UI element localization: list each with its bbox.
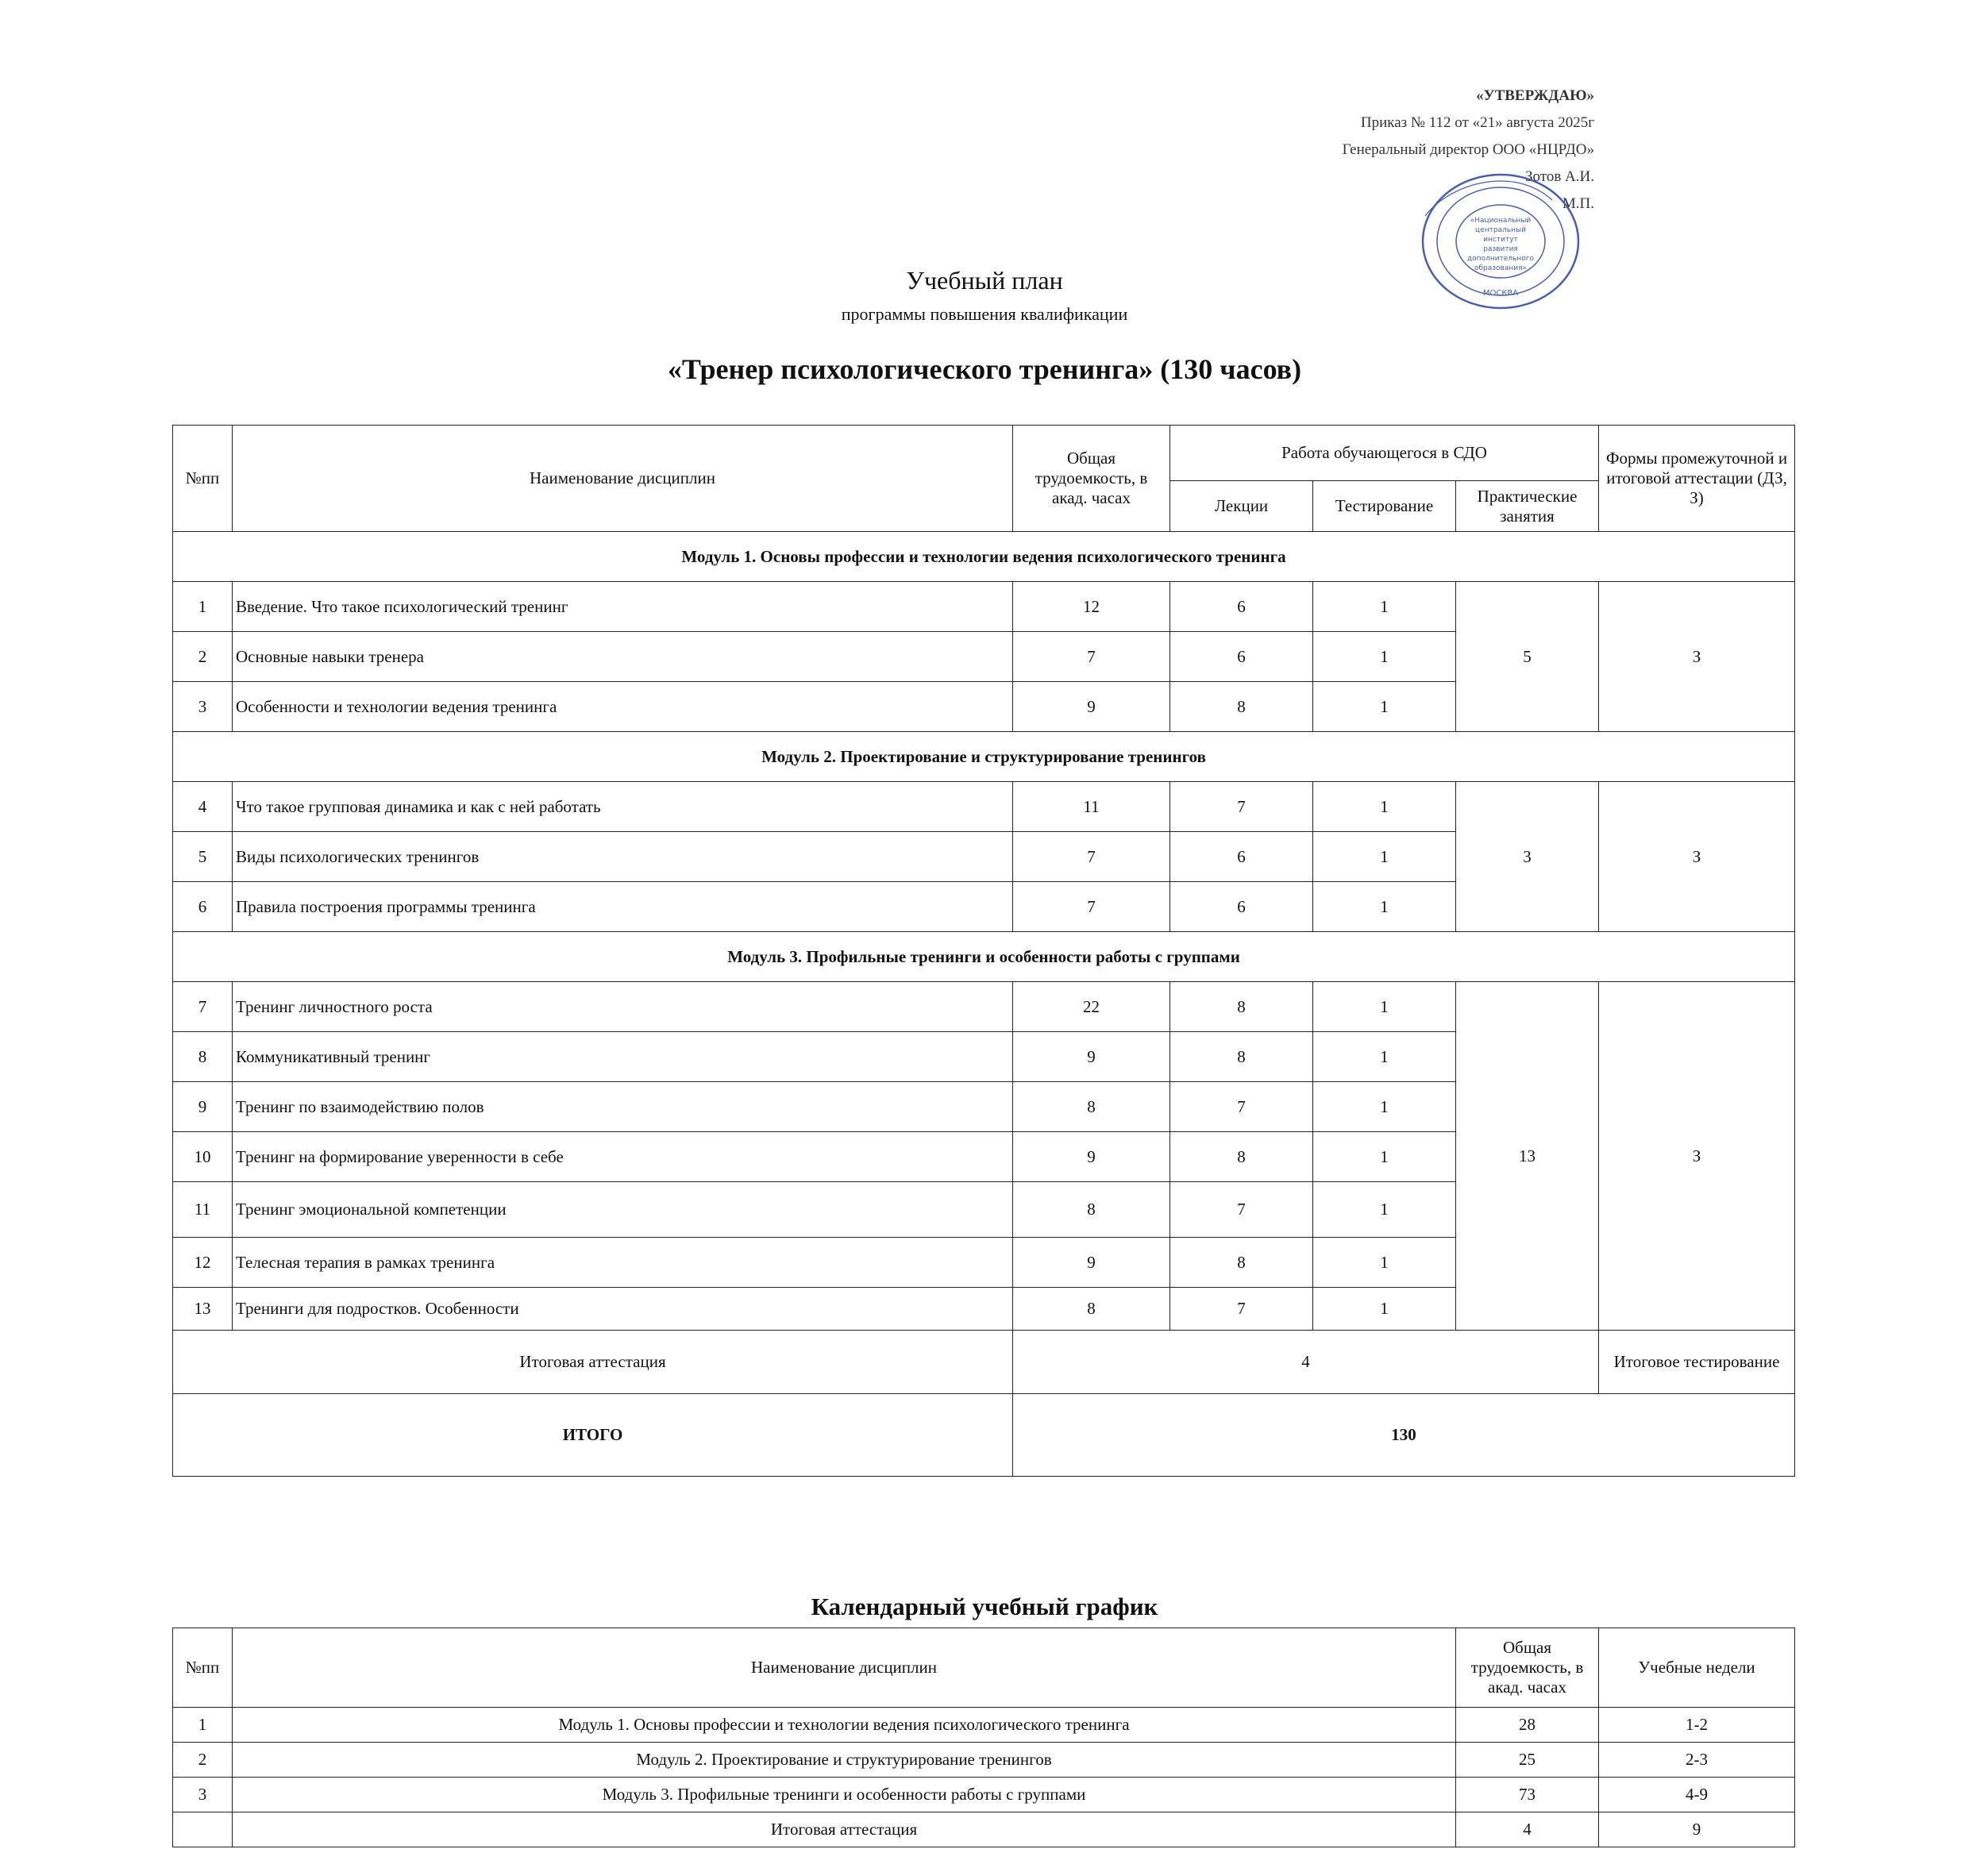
row-num: 8 (173, 1032, 233, 1082)
row-tests: 1 (1313, 882, 1456, 932)
module-title: Модуль 3. Профильные тренинги и особенности работы с группами (173, 932, 1795, 982)
row-num: 13 (173, 1288, 233, 1331)
total-hours: 130 (1013, 1394, 1795, 1477)
svg-text:центральный: центральный (1475, 226, 1526, 234)
header-lectures: Лекции (1170, 481, 1313, 532)
row-tests: 1 (1313, 1032, 1456, 1082)
header-practice: Практические занятия (1456, 481, 1599, 532)
row-name: Виды психологических тренингов (233, 832, 1013, 882)
table-row (173, 1812, 1795, 1847)
row-total: 12 (1013, 582, 1170, 632)
row-num: 7 (173, 982, 233, 1032)
row-lectures: 6 (1170, 582, 1313, 632)
row-lectures: 8 (1170, 1132, 1313, 1182)
module-practice: 5 (1456, 582, 1599, 732)
module-practice: 3 (1456, 782, 1599, 932)
cal-row-weeks: 2-3 (1599, 1743, 1795, 1778)
table-row (173, 1708, 1795, 1743)
row-total: 7 (1013, 882, 1170, 932)
row-name: Основные навыки тренера (233, 632, 1013, 682)
header-name: Наименование дисциплин (233, 426, 1013, 532)
row-lectures: 7 (1170, 1288, 1313, 1331)
row-lectures: 6 (1170, 882, 1313, 932)
row-tests: 1 (1313, 582, 1456, 632)
svg-text:образования»: образования» (1474, 264, 1528, 272)
table-row (173, 1743, 1795, 1778)
header-work: Работа обучающегося в СДО (1170, 426, 1599, 481)
row-tests: 1 (1313, 982, 1456, 1032)
cal-row-name: Модуль 1. Основы профессии и технологии ведения психологического тренинга (233, 1708, 1456, 1743)
cal-row-num: 3 (173, 1778, 233, 1812)
calendar-table (172, 1628, 1795, 1847)
row-total: 9 (1013, 682, 1170, 732)
row-num: 1 (173, 582, 233, 632)
total-label: ИТОГО (173, 1394, 1013, 1477)
row-total: 9 (1013, 1238, 1170, 1288)
header-num: №пп (173, 426, 233, 532)
row-num: 4 (173, 782, 233, 832)
program-title: «Тренер психологического тренинга» (130 часов) (667, 353, 1302, 385)
approval-name: Зотов А.И. (1525, 168, 1594, 185)
row-total: 9 (1013, 1032, 1170, 1082)
row-total: 7 (1013, 832, 1170, 882)
cal-row-num: 1 (173, 1708, 233, 1743)
table-row (173, 782, 1795, 832)
row-name: Что такое групповая динамика и как с ней работать (233, 782, 1013, 832)
row-lectures: 8 (1170, 1032, 1313, 1082)
row-lectures: 6 (1170, 832, 1313, 882)
svg-text:«Национальный: «Национальный (1470, 217, 1532, 225)
row-lectures: 7 (1170, 1182, 1313, 1238)
cal-row-total: 73 (1456, 1778, 1599, 1812)
cal-row-total: 4 (1456, 1812, 1599, 1847)
row-total: 9 (1013, 1132, 1170, 1182)
header-tests: Тестирование (1313, 481, 1456, 532)
cal-row-name: Модуль 3. Профильные тренинги и особенности работы с группами (233, 1778, 1456, 1812)
row-lectures: 7 (1170, 1082, 1313, 1132)
cal-header-name: Наименование дисциплин (233, 1628, 1456, 1708)
row-total: 11 (1013, 782, 1170, 832)
row-num: 9 (173, 1082, 233, 1132)
approval-seal-mark: М.П. (1562, 195, 1594, 212)
svg-text:дополнительного: дополнительного (1466, 255, 1535, 263)
cal-header-total: Общая трудоемкость, в акад. часах (1456, 1628, 1599, 1708)
row-name: Правила построения программы тренинга (233, 882, 1013, 932)
row-num: 10 (173, 1132, 233, 1182)
module-form: З (1599, 982, 1795, 1331)
svg-text:развития: развития (1483, 245, 1518, 253)
row-num: 5 (173, 832, 233, 882)
row-name: Тренинги для подростков. Особенности (233, 1288, 1013, 1331)
row-lectures: 8 (1170, 1238, 1313, 1288)
row-name: Особенности и технологии ведения тренинга (233, 682, 1013, 732)
module-title: Модуль 1. Основы профессии и технологии ведения психологического тренинга (173, 532, 1795, 582)
module-title: Модуль 2. Проектирование и структурирование тренингов (173, 732, 1795, 782)
cal-row-weeks: 4-9 (1599, 1778, 1795, 1812)
cal-row-total: 28 (1456, 1708, 1599, 1743)
row-tests: 1 (1313, 1182, 1456, 1238)
table-row (173, 1778, 1795, 1812)
table-row (173, 982, 1795, 1032)
row-lectures: 7 (1170, 782, 1313, 832)
svg-text:МОСКВА: МОСКВА (1482, 289, 1519, 298)
row-total: 8 (1013, 1182, 1170, 1238)
row-tests: 1 (1313, 632, 1456, 682)
page-title: Учебный план (906, 266, 1063, 295)
row-tests: 1 (1313, 832, 1456, 882)
row-tests: 1 (1313, 1238, 1456, 1288)
approval-order: Приказ № 112 от «21» августа 2025г (1360, 114, 1594, 131)
row-num: 2 (173, 632, 233, 682)
row-name: Телесная терапия в рамках тренинга (233, 1238, 1013, 1288)
row-tests: 1 (1313, 1132, 1456, 1182)
table-row (173, 582, 1795, 632)
row-total: 7 (1013, 632, 1170, 682)
final-label: Итоговая аттестация (173, 1331, 1013, 1394)
row-num: 12 (173, 1238, 233, 1288)
approval-title: «УТВЕРЖДАЮ» (1476, 87, 1594, 104)
approval-position: Генеральный директор ООО «НЦРДО» (1342, 141, 1594, 158)
cal-row-total: 25 (1456, 1743, 1599, 1778)
curriculum-table (172, 425, 1795, 1477)
row-tests: 1 (1313, 1288, 1456, 1331)
cal-row-weeks: 9 (1599, 1812, 1795, 1847)
module-practice: 13 (1456, 982, 1599, 1331)
row-num: 11 (173, 1182, 233, 1238)
row-total: 8 (1013, 1288, 1170, 1331)
cal-row-name: Модуль 2. Проектирование и структурирование тренингов (233, 1743, 1456, 1778)
row-total: 8 (1013, 1082, 1170, 1132)
row-name: Тренинг эмоциональной компетенции (233, 1182, 1013, 1238)
cal-row-name: Итоговая аттестация (233, 1812, 1456, 1847)
row-name: Введение. Что такое психологический тренинг (233, 582, 1013, 632)
row-lectures: 8 (1170, 682, 1313, 732)
module-form: З (1599, 782, 1795, 932)
final-form: Итоговое тестирование (1599, 1331, 1795, 1394)
row-tests: 1 (1313, 782, 1456, 832)
cal-row-num: 2 (173, 1743, 233, 1778)
row-tests: 1 (1313, 1082, 1456, 1132)
module-form: З (1599, 582, 1795, 732)
svg-text:институт: институт (1483, 236, 1518, 244)
row-total: 22 (1013, 982, 1170, 1032)
cal-row-weeks: 1-2 (1599, 1708, 1795, 1743)
row-name: Тренинг на формирование уверенности в себе (233, 1132, 1013, 1182)
cal-header-weeks: Учебные недели (1599, 1628, 1795, 1708)
header-forms: Формы промежуточной и итоговой аттестации (ДЗ, З) (1599, 426, 1795, 532)
row-name: Тренинг по взаимодействию полов (233, 1082, 1013, 1132)
row-num: 6 (173, 882, 233, 932)
cal-row-num (173, 1812, 233, 1847)
row-lectures: 8 (1170, 982, 1313, 1032)
header-total: Общая трудоемкость, в акад. часах (1013, 426, 1170, 532)
row-name: Коммуникативный тренинг (233, 1032, 1013, 1082)
row-tests: 1 (1313, 682, 1456, 732)
calendar-title: Календарный учебный график (811, 1593, 1158, 1620)
cal-header-num: №пп (173, 1628, 233, 1708)
row-lectures: 6 (1170, 632, 1313, 682)
total-row (173, 1394, 1795, 1477)
row-num: 3 (173, 682, 233, 732)
page-subtitle: программы повышения квалификации (841, 304, 1128, 324)
row-name: Тренинг личностного роста (233, 982, 1013, 1032)
final-attestation-row (173, 1331, 1795, 1394)
final-hours: 4 (1013, 1331, 1599, 1394)
